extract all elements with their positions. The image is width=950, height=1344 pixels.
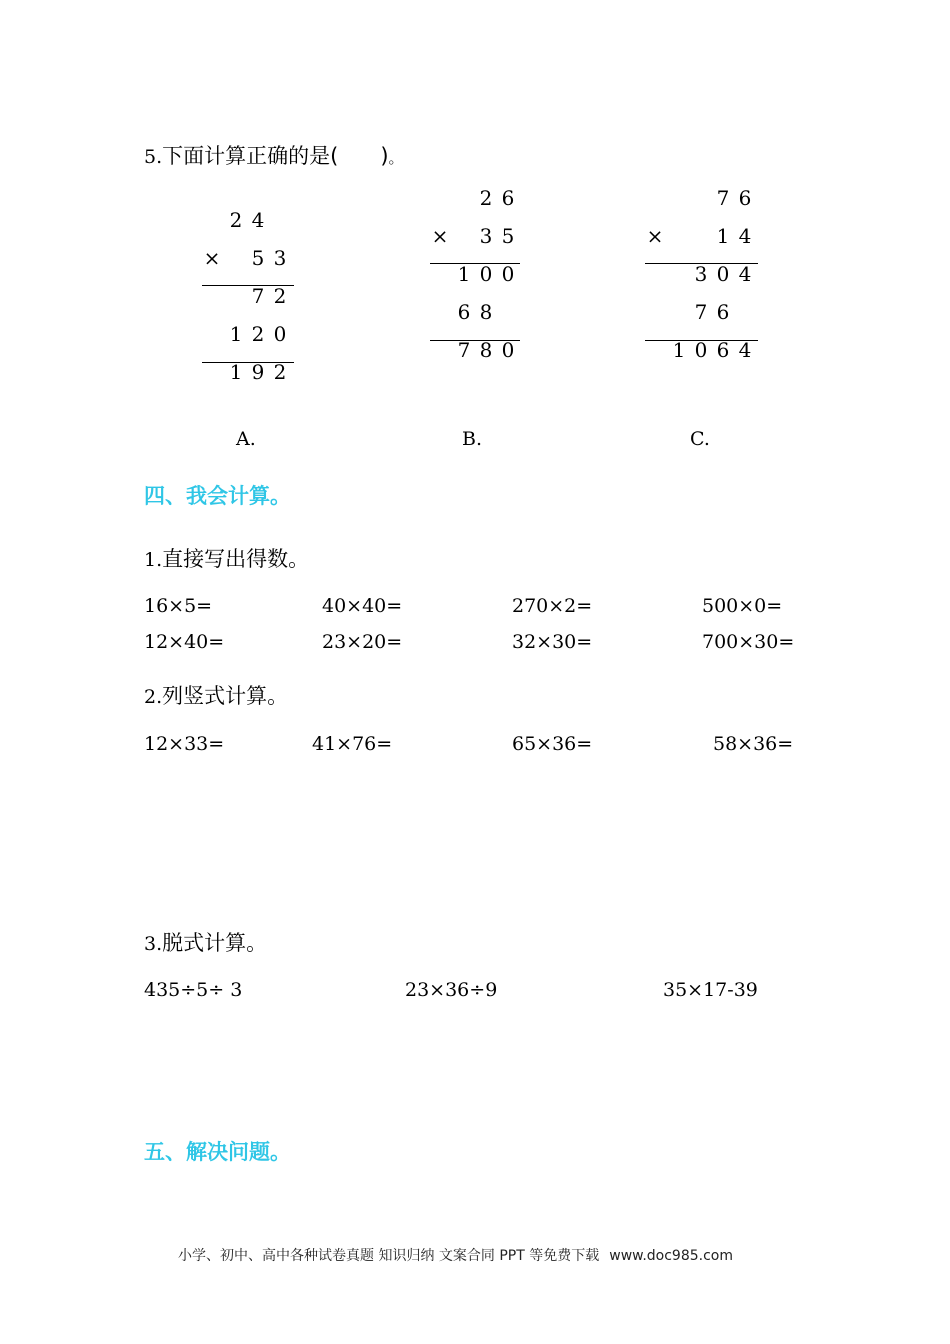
exercise-item: 12×33= [144, 733, 225, 755]
digit: 0 [273, 322, 287, 346]
digit: 8 [479, 338, 493, 362]
option-c-calculation [645, 178, 765, 378]
exercise-item: 65×36= [512, 733, 593, 755]
question-number: 5. [144, 146, 163, 168]
question-close-paren: ) [380, 144, 389, 168]
option-c-label[interactable]: C. [690, 428, 710, 450]
digit: 2 [273, 284, 287, 308]
digit: 0 [501, 338, 515, 362]
exercise-item: 270×2= [512, 595, 593, 617]
option-a-label[interactable]: A. [236, 428, 256, 450]
part-1-title [144, 543, 309, 573]
question-end-mark: 。 [388, 149, 404, 167]
digit: 5 [501, 224, 515, 248]
exercise-item: 23×20= [322, 631, 403, 653]
digit: 5 [251, 246, 265, 270]
digit: 8 [479, 300, 493, 324]
part-3-title [144, 927, 267, 957]
digit: 7 [251, 284, 265, 308]
digit: 3 [273, 246, 287, 270]
digit: 4 [738, 224, 752, 248]
exercise-item: 32×30= [512, 631, 593, 653]
exercise-item: 16×5= [144, 595, 213, 617]
digit: 4 [738, 338, 752, 362]
digit: 0 [501, 262, 515, 286]
part-number: 3. [144, 933, 163, 955]
digit: 7 [716, 186, 730, 210]
digit: 9 [251, 360, 265, 384]
exercise-item: 435÷5÷ 3 [144, 979, 243, 1001]
multiply-sign: × [646, 224, 664, 248]
section-4-title: 四、我会计算。 [144, 484, 291, 508]
digit: 3 [694, 262, 708, 286]
digit: 1 [716, 224, 730, 248]
exercise-item: 40×40= [322, 595, 403, 617]
option-b-calculation [430, 178, 530, 378]
exercise-item: 500×0= [702, 595, 783, 617]
digit: 2 [251, 322, 265, 346]
digit: 1 [672, 338, 686, 362]
part-text: 直接写出得数。 [162, 547, 310, 571]
exercise-item: 41×76= [312, 733, 393, 755]
digit: 1 [229, 322, 243, 346]
digit: 4 [738, 262, 752, 286]
question-text: 下面计算正确的是( [162, 144, 339, 168]
part-text: 脱式计算。 [162, 931, 268, 955]
question-5-stem [144, 140, 404, 170]
footer-text: 小学、初中、高中各种试卷真题 知识归纳 文案合同 PPT 等免费下载 [178, 1248, 600, 1264]
multiply-sign: × [203, 246, 221, 270]
digit: 0 [716, 262, 730, 286]
digit: 6 [501, 186, 515, 210]
exercise-item: 35×17-39 [663, 979, 758, 1001]
digit: 6 [716, 300, 730, 324]
digit: 3 [479, 224, 493, 248]
digit: 6 [738, 186, 752, 210]
option-b-label[interactable]: B. [462, 428, 483, 450]
exercise-item: 23×36÷9 [405, 979, 498, 1001]
exercise-item: 58×36= [713, 733, 794, 755]
part-number: 2. [144, 686, 163, 708]
digit: 7 [694, 300, 708, 324]
digit: 1 [229, 360, 243, 384]
footer [178, 1245, 733, 1265]
option-a-calculation [202, 200, 302, 400]
section-5-title: 五、解决问题。 [144, 1140, 291, 1164]
part-2-title [144, 680, 288, 710]
part-number: 1. [144, 549, 163, 571]
digit: 4 [251, 208, 265, 232]
multiply-sign: × [431, 224, 449, 248]
exercise-item: 12×40= [144, 631, 225, 653]
digit: 6 [716, 338, 730, 362]
footer-site-link[interactable]: www.doc985.com [609, 1248, 733, 1264]
digit: 0 [479, 262, 493, 286]
digit: 2 [229, 208, 243, 232]
digit: 7 [457, 338, 471, 362]
digit: 2 [479, 186, 493, 210]
exercise-item: 700×30= [702, 631, 795, 653]
digit: 2 [273, 360, 287, 384]
part-text: 列竖式计算。 [162, 684, 289, 708]
digit: 0 [694, 338, 708, 362]
digit: 6 [457, 300, 471, 324]
digit: 1 [457, 262, 471, 286]
